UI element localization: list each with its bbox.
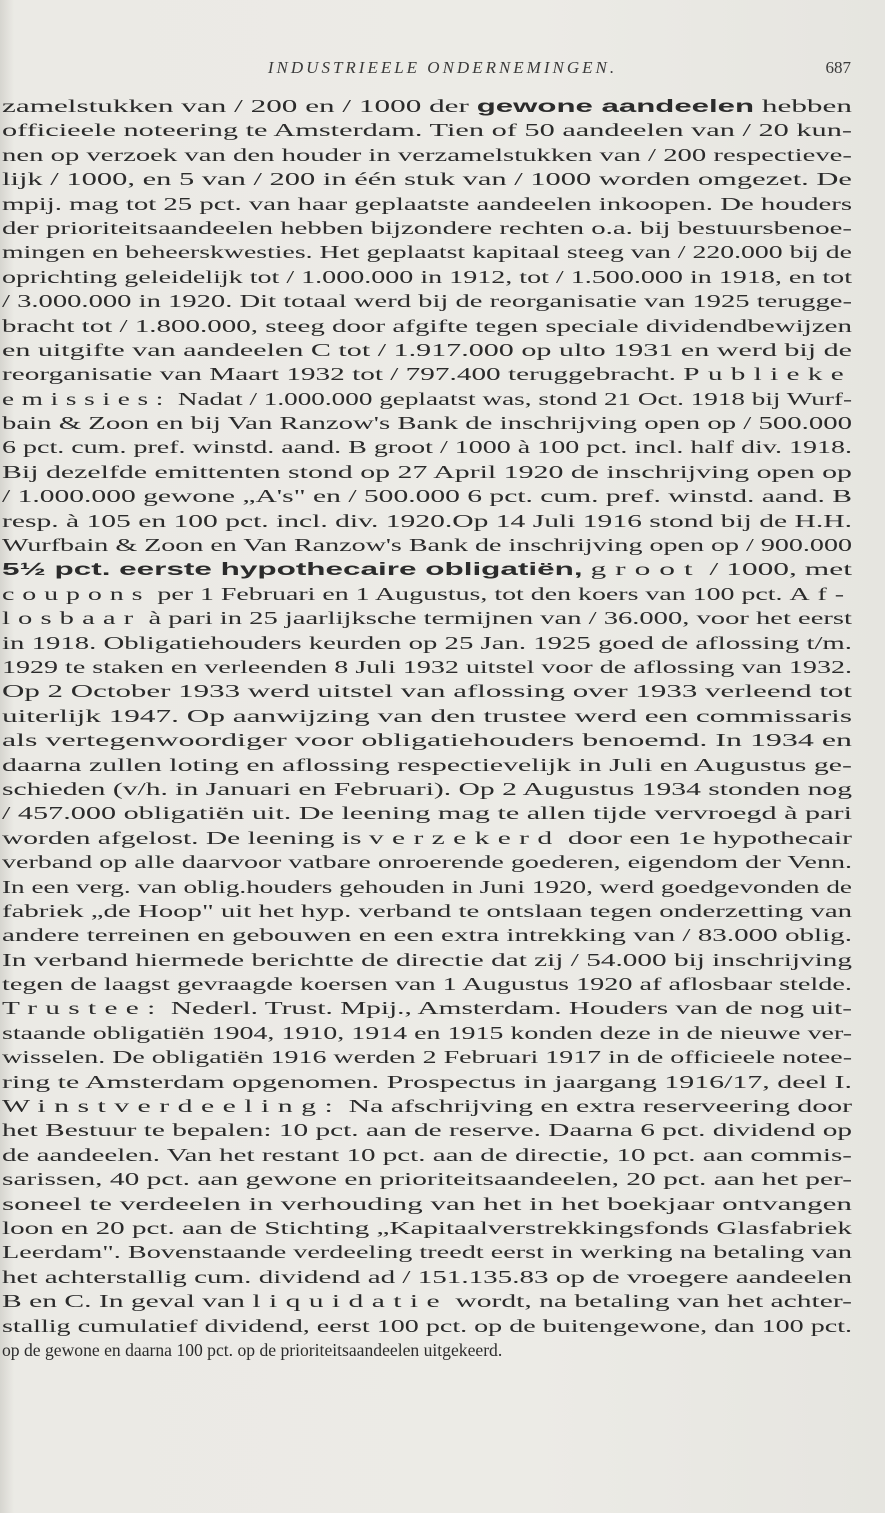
text-line (0, 509, 885, 533)
line-text (2, 826, 852, 850)
text-run: wordt, na betaling van het achter- (447, 1291, 853, 1312)
text-line (0, 972, 885, 996)
text-run: reorganisatie van Maart 1932 tot / 797.400 teruggebracht. (2, 364, 684, 385)
line-text (2, 143, 852, 167)
text-line (0, 606, 885, 630)
bold-text-run: gewone aandeelen (476, 96, 755, 116)
text-line (0, 1338, 885, 1362)
page-number: 687 (825, 58, 851, 77)
text-line (0, 460, 885, 484)
line-text (2, 875, 852, 899)
text-run: worden afgelost. De leening is (2, 827, 369, 848)
line-text (2, 460, 852, 484)
text-line (0, 289, 885, 313)
text-line (0, 435, 885, 459)
line-text (2, 509, 852, 533)
text-line (0, 484, 885, 508)
line-text (2, 1094, 852, 1118)
text-line (0, 557, 885, 581)
line-text (2, 192, 852, 216)
line-text (2, 1338, 502, 1362)
text-run: het achterstallig cum. dividend ad / 151.135.83 op de vroegere aandeelen (2, 1266, 853, 1287)
text-run: en uitgifte van aandeelen C tot / 1.917.000 op ulto 1931 en werd bij de (2, 339, 853, 360)
text-line (0, 704, 885, 728)
text-line (0, 240, 885, 264)
text-run: daarna zullen loting en aflossing respectievelijk in Juli en Augustus ge- (2, 754, 852, 775)
text-run: ring te Amsterdam opgenomen. Prospectus in jaargang 1916/17, deel I. (2, 1071, 852, 1092)
line-text (2, 704, 852, 728)
text-line (0, 948, 885, 972)
line-text (2, 314, 852, 338)
line-text (2, 435, 852, 459)
text-run: / 1.000.000 gewone „A's" en / 500.000 6 pct. cum. pref. winstd. aand. B (2, 486, 852, 507)
text-line (0, 216, 885, 240)
text-run: fabriek „de Hoop" uit het hyp. verband te ontslaan tegen onderzetting van (2, 900, 853, 921)
text-run: in 1918. Obligatiehouders keurden op 25 Jan. 1925 goed de aflossing t/m. (2, 632, 853, 653)
text-run: op de gewone en daarna 100 pct. op de prioriteitsaandeelen uitgekeerd. (2, 1339, 503, 1360)
page-header (0, 58, 885, 88)
text-line (0, 411, 885, 435)
line-text (2, 557, 852, 581)
line-text (2, 582, 852, 606)
text-line (0, 94, 885, 118)
text-run: andere terreinen en gebouwen en een extra intrekking van / 83.000 oblig. (2, 925, 853, 946)
text-run: staande obligatiën 1904, 1910, 1914 en 1915 konden deze in de nieuwe ver- (2, 1022, 853, 1043)
text-line (0, 387, 885, 411)
line-text (2, 94, 852, 118)
line-text (2, 167, 852, 191)
text-line (0, 265, 885, 289)
text-line (0, 923, 885, 947)
line-text (2, 996, 852, 1020)
text-run: Wurfbain & Zoon en Van Ranzow's Bank de inschrijving open op / 900.000 (2, 535, 853, 556)
text-line (0, 850, 885, 874)
line-text (2, 289, 852, 313)
text-line (0, 631, 885, 655)
text-run: officieele noteering te Amsterdam. Tien of 50 aandeelen van / 20 kun- (2, 120, 852, 141)
text-line (0, 533, 885, 557)
line-text (2, 655, 852, 679)
text-run: 6 pct. cum. pref. winstd. aand. B groot / 1000 à 100 pct. incl. half div. 1918. (2, 437, 852, 458)
line-text (2, 411, 852, 435)
text-run: sarissen, 40 pct. aan gewone en prioriteitsaandeelen, 20 pct. aan het per- (2, 1169, 853, 1190)
text-line (0, 875, 885, 899)
text-line (0, 143, 885, 167)
text-line (0, 826, 885, 850)
text-line (0, 1240, 885, 1264)
text-run: als vertegenwoordiger voor obligatiehouders benoemd. In 1934 en (2, 730, 853, 751)
spaced-text-run: liquidatie (252, 1291, 448, 1312)
line-text (2, 923, 852, 947)
text-run: de aandeelen. Van het restant 10 pct. aan de directie, 10 pct. aan commis- (2, 1144, 852, 1165)
text-run: Bij dezelfde emittenten stond op 27 April 1920 de inschrijving open op (2, 461, 853, 482)
text-run: hebben (754, 96, 852, 116)
text-run (583, 559, 591, 579)
running-title: INDUSTRIEELE ONDERNEMINGEN. (267, 58, 618, 77)
text-run: per 1 Februari en 1 Augustus, tot den koers van 100 pct. (150, 583, 790, 604)
line-text (2, 850, 852, 874)
line-text (2, 753, 852, 777)
text-run: tegen de laagst gevraagde koersen van 1 Augustus 1920 af aflosbaar stelde. (2, 974, 852, 995)
text-line (0, 118, 885, 142)
text-run: lijk / 1000, en 5 van / 200 in één stuk van / 1000 worden omgezet. De (2, 169, 852, 190)
line-text (2, 1192, 852, 1216)
line-text (2, 1289, 852, 1313)
text-run: B en C. In geval van (2, 1291, 253, 1312)
text-run: bracht tot / 1.800.000, steeg door afgifte tegen speciale dividendbewijzen (2, 315, 852, 336)
text-line (0, 801, 885, 825)
text-run: mingen en beheerskwesties. Het geplaatst kapitaal steeg van / 220.000 bij de (2, 242, 853, 263)
line-text (2, 1216, 852, 1240)
line-text (2, 1021, 852, 1045)
line-text (2, 972, 852, 996)
text-run: resp. à 105 en 100 pct. incl. div. 1920.Op 14 Juli 1916 stond bij de H.H. (2, 510, 853, 531)
text-run: zamelstukken van / 200 en / 1000 der (2, 96, 477, 116)
spaced-text-run: coupons (2, 583, 151, 604)
bold-text-run: 5½ pct. eerste hypothecaire obligatiën, (2, 559, 583, 580)
text-line (0, 899, 885, 923)
text-run: Nadat / 1.000.000 geplaatst was, stond 21 Oct. 1918 bij Wurf- (171, 388, 853, 409)
line-text (2, 948, 852, 972)
text-run: Leerdam". Bovenstaande verdeeling treedt eerst in werking na betaling van (2, 1242, 853, 1263)
text-run: Nederl. Trust. Mpij., Amsterdam. Houders van de nog uit- (163, 998, 853, 1019)
text-run: schieden (v/h. in Januari en Februari). Op 2 Augustus 1934 stonden nog (2, 778, 853, 799)
line-text (2, 1045, 852, 1069)
body-paragraph (0, 94, 885, 1362)
line-text (2, 484, 852, 508)
text-line (0, 1265, 885, 1289)
text-run: Na afschrijving en extra reserveering door (341, 1096, 853, 1117)
text-line (0, 655, 885, 679)
text-run: der prioriteitsaandeelen hebben bijzondere rechten o.a. bij bestuursbenoe- (2, 217, 852, 238)
line-text (2, 1118, 852, 1142)
line-text (2, 338, 852, 362)
text-run: 1929 te staken en verleenden 8 Juli 1932 uitstel voor de aflossing van 1932. (2, 656, 852, 677)
text-run: / 3.000.000 in 1920. Dit totaal werd bij de reorganisatie van 1925 terugge- (2, 291, 852, 312)
text-line (0, 679, 885, 703)
text-run: verband op alle daarvoor vatbare onroerende goederen, eigendom der Venn. (2, 852, 853, 873)
text-line (0, 1192, 885, 1216)
text-line (0, 1143, 885, 1167)
line-text (2, 240, 852, 264)
line-text (2, 265, 852, 289)
line-text (2, 533, 852, 557)
text-run: wisselen. De obligatiën 1916 werden 2 Februari 1917 in de officieele noteе- (2, 1047, 853, 1068)
text-run: soneel te verdeelen in verhouding van het in het boekjaar ontvangen (2, 1193, 853, 1214)
line-text (2, 1143, 852, 1167)
text-line (0, 1021, 885, 1045)
text-line (0, 1094, 885, 1118)
text-line (0, 1167, 885, 1191)
line-text (2, 1167, 852, 1191)
line-text (2, 1070, 852, 1094)
text-line (0, 582, 885, 606)
text-run: à pari in 25 jaarlijksche termijnen van / 36.000, voor het eerst (141, 608, 852, 629)
line-text (2, 899, 852, 923)
line-text (2, 1240, 852, 1264)
text-run: nen op verzoek van den houder in verzamelstukken van / 200 respectieve- (2, 144, 852, 165)
line-text (2, 777, 852, 801)
spaced-text-run: Winstverdeeling: (2, 1096, 342, 1117)
spaced-text-run: Publieke (683, 364, 853, 385)
text-run: bain & Zoon en bij Van Ranzow's Bank de inschrijving open op / 500.000 (2, 413, 852, 434)
text-run: mpij. mag tot 25 pct. van haar geplaatste aandeelen inkoopen. De houders (2, 193, 853, 214)
text-line (0, 362, 885, 386)
line-text (2, 1265, 852, 1289)
text-line (0, 1314, 885, 1338)
text-run: loon en 20 pct. aan de Stichting „Kapitaalverstrekkingsfonds Glasfabriek (2, 1217, 852, 1238)
text-line (0, 338, 885, 362)
text-run: stallig cumulatief dividend, eerst 100 pct. op de buitengewone, dan 100 pct. (2, 1315, 853, 1336)
spaced-text-run: groot (590, 559, 702, 580)
line-text (2, 387, 852, 411)
line-text (2, 606, 852, 630)
line-text (2, 728, 852, 752)
text-run: door een 1e hypothecair (560, 827, 853, 848)
text-run: / 1000, met (701, 559, 852, 580)
text-line (0, 1070, 885, 1094)
text-line (0, 167, 885, 191)
spaced-text-run: losbaar (2, 608, 142, 629)
text-line (0, 1118, 885, 1142)
spaced-text-run: Trustee: (2, 998, 164, 1019)
text-run: / 457.000 obligatiën uit. De leening mag te allen tijde vervroegd à pari (2, 803, 852, 824)
text-run: In verband hiermede berichtte de directie dat zij / 54.000 bij inschrijving (2, 949, 852, 970)
line-text (2, 631, 852, 655)
text-line (0, 1289, 885, 1313)
text-line (0, 1216, 885, 1240)
text-run: In een verg. van oblig.houders gehouden in Juni 1920, werd goedgevonden de (2, 876, 853, 897)
line-text (2, 362, 852, 386)
text-run: uiterlijk 1947. Op aanwijzing van den trustee werd een commissaris (2, 705, 852, 726)
text-line (0, 1045, 885, 1069)
text-line (0, 753, 885, 777)
spaced-text-run: verzekerd (368, 827, 561, 848)
line-text (2, 216, 852, 240)
text-run: het Bestuur te bepalen: 10 pct. aan de reserve. Daarna 6 pct. dividend op (2, 1120, 853, 1141)
spaced-text-run: Af- (789, 583, 852, 604)
spaced-text-run: emissies: (2, 388, 172, 409)
line-text (2, 118, 852, 142)
text-line (0, 314, 885, 338)
text-line (0, 192, 885, 216)
text-line (0, 728, 885, 752)
text-line (0, 777, 885, 801)
text-line (0, 996, 885, 1020)
line-text (2, 1314, 852, 1338)
text-run: Op 2 October 1933 werd uitstel van aflossing over 1933 verleend tot (2, 681, 853, 702)
line-text (2, 801, 852, 825)
line-text (2, 679, 852, 703)
text-run: oprichting geleidelijk tot / 1.000.000 in 1912, tot / 1.500.000 in 1918, en tot (2, 266, 853, 287)
